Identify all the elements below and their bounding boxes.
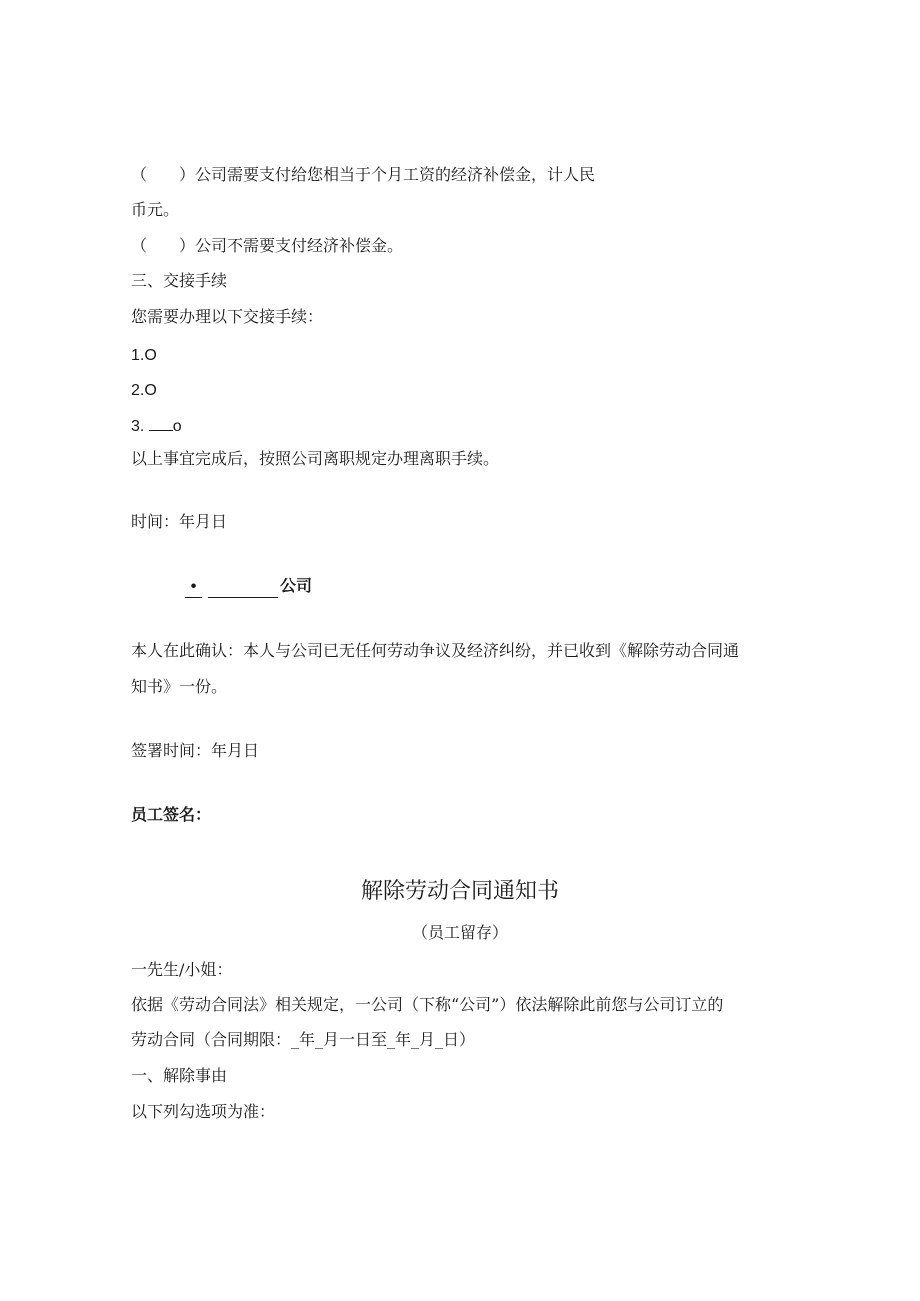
- handover-item-3-blank: [149, 416, 173, 431]
- handover-intro: 您需要办理以下交接手续：: [131, 307, 324, 326]
- employee-confirmation-line2: 知书》一份。: [131, 677, 228, 696]
- handover-after-note: 以上事宜完成后，按照公司离职规定办理离职手续。: [131, 449, 500, 468]
- compensation-option-pay-line2: 币元。: [131, 200, 180, 219]
- sign-date-line: 签署时间：年月日: [131, 741, 260, 760]
- second-notice-subtitle: （员工留存）: [411, 923, 508, 942]
- handover-heading: 三、交接手续: [131, 271, 228, 290]
- second-notice-body-line2: 劳动合同（合同期限：_年_月一日至_年_月_日）: [131, 1030, 476, 1049]
- company-signature-dot: •: [185, 577, 202, 598]
- compensation-option-no-pay: （ ）公司不需要支付经济补偿金。: [131, 236, 404, 255]
- compensation-option-pay-line1: （ ）公司需要支付给您相当于个月工资的经济补偿金，计人民: [131, 165, 596, 184]
- second-notice-body-line1: 依据《劳动合同法》相关规定，一公司（下称“公司”）依法解除此前您与公司订立的: [131, 995, 724, 1014]
- employee-confirmation-line1: 本人在此确认：本人与公司已无任何劳动争议及经济纠纷，并已收到《解除劳动合同通: [131, 641, 740, 660]
- company-signature-line: [185, 577, 312, 598]
- handover-item-3: [131, 416, 182, 437]
- handover-item-3-suffix: o: [172, 418, 182, 435]
- notice-date-line: 时间：年月日: [131, 512, 228, 531]
- second-notice-section-intro: 以下列勾选项为准：: [131, 1102, 276, 1121]
- second-notice-salutation: 一先生/小姐：: [131, 960, 233, 979]
- handover-item-2: 2.O: [131, 382, 157, 399]
- company-signature-label: 公司: [280, 578, 313, 595]
- handover-item-3-number: 3.: [131, 418, 145, 435]
- company-signature-blank: [208, 581, 278, 598]
- employee-signature-label: 员工签名：: [131, 807, 212, 824]
- handover-item-1: 1.O: [131, 347, 157, 364]
- second-notice-section-heading: 一、解除事由: [131, 1066, 228, 1085]
- second-notice-title: 解除劳动合同通知书: [360, 879, 559, 904]
